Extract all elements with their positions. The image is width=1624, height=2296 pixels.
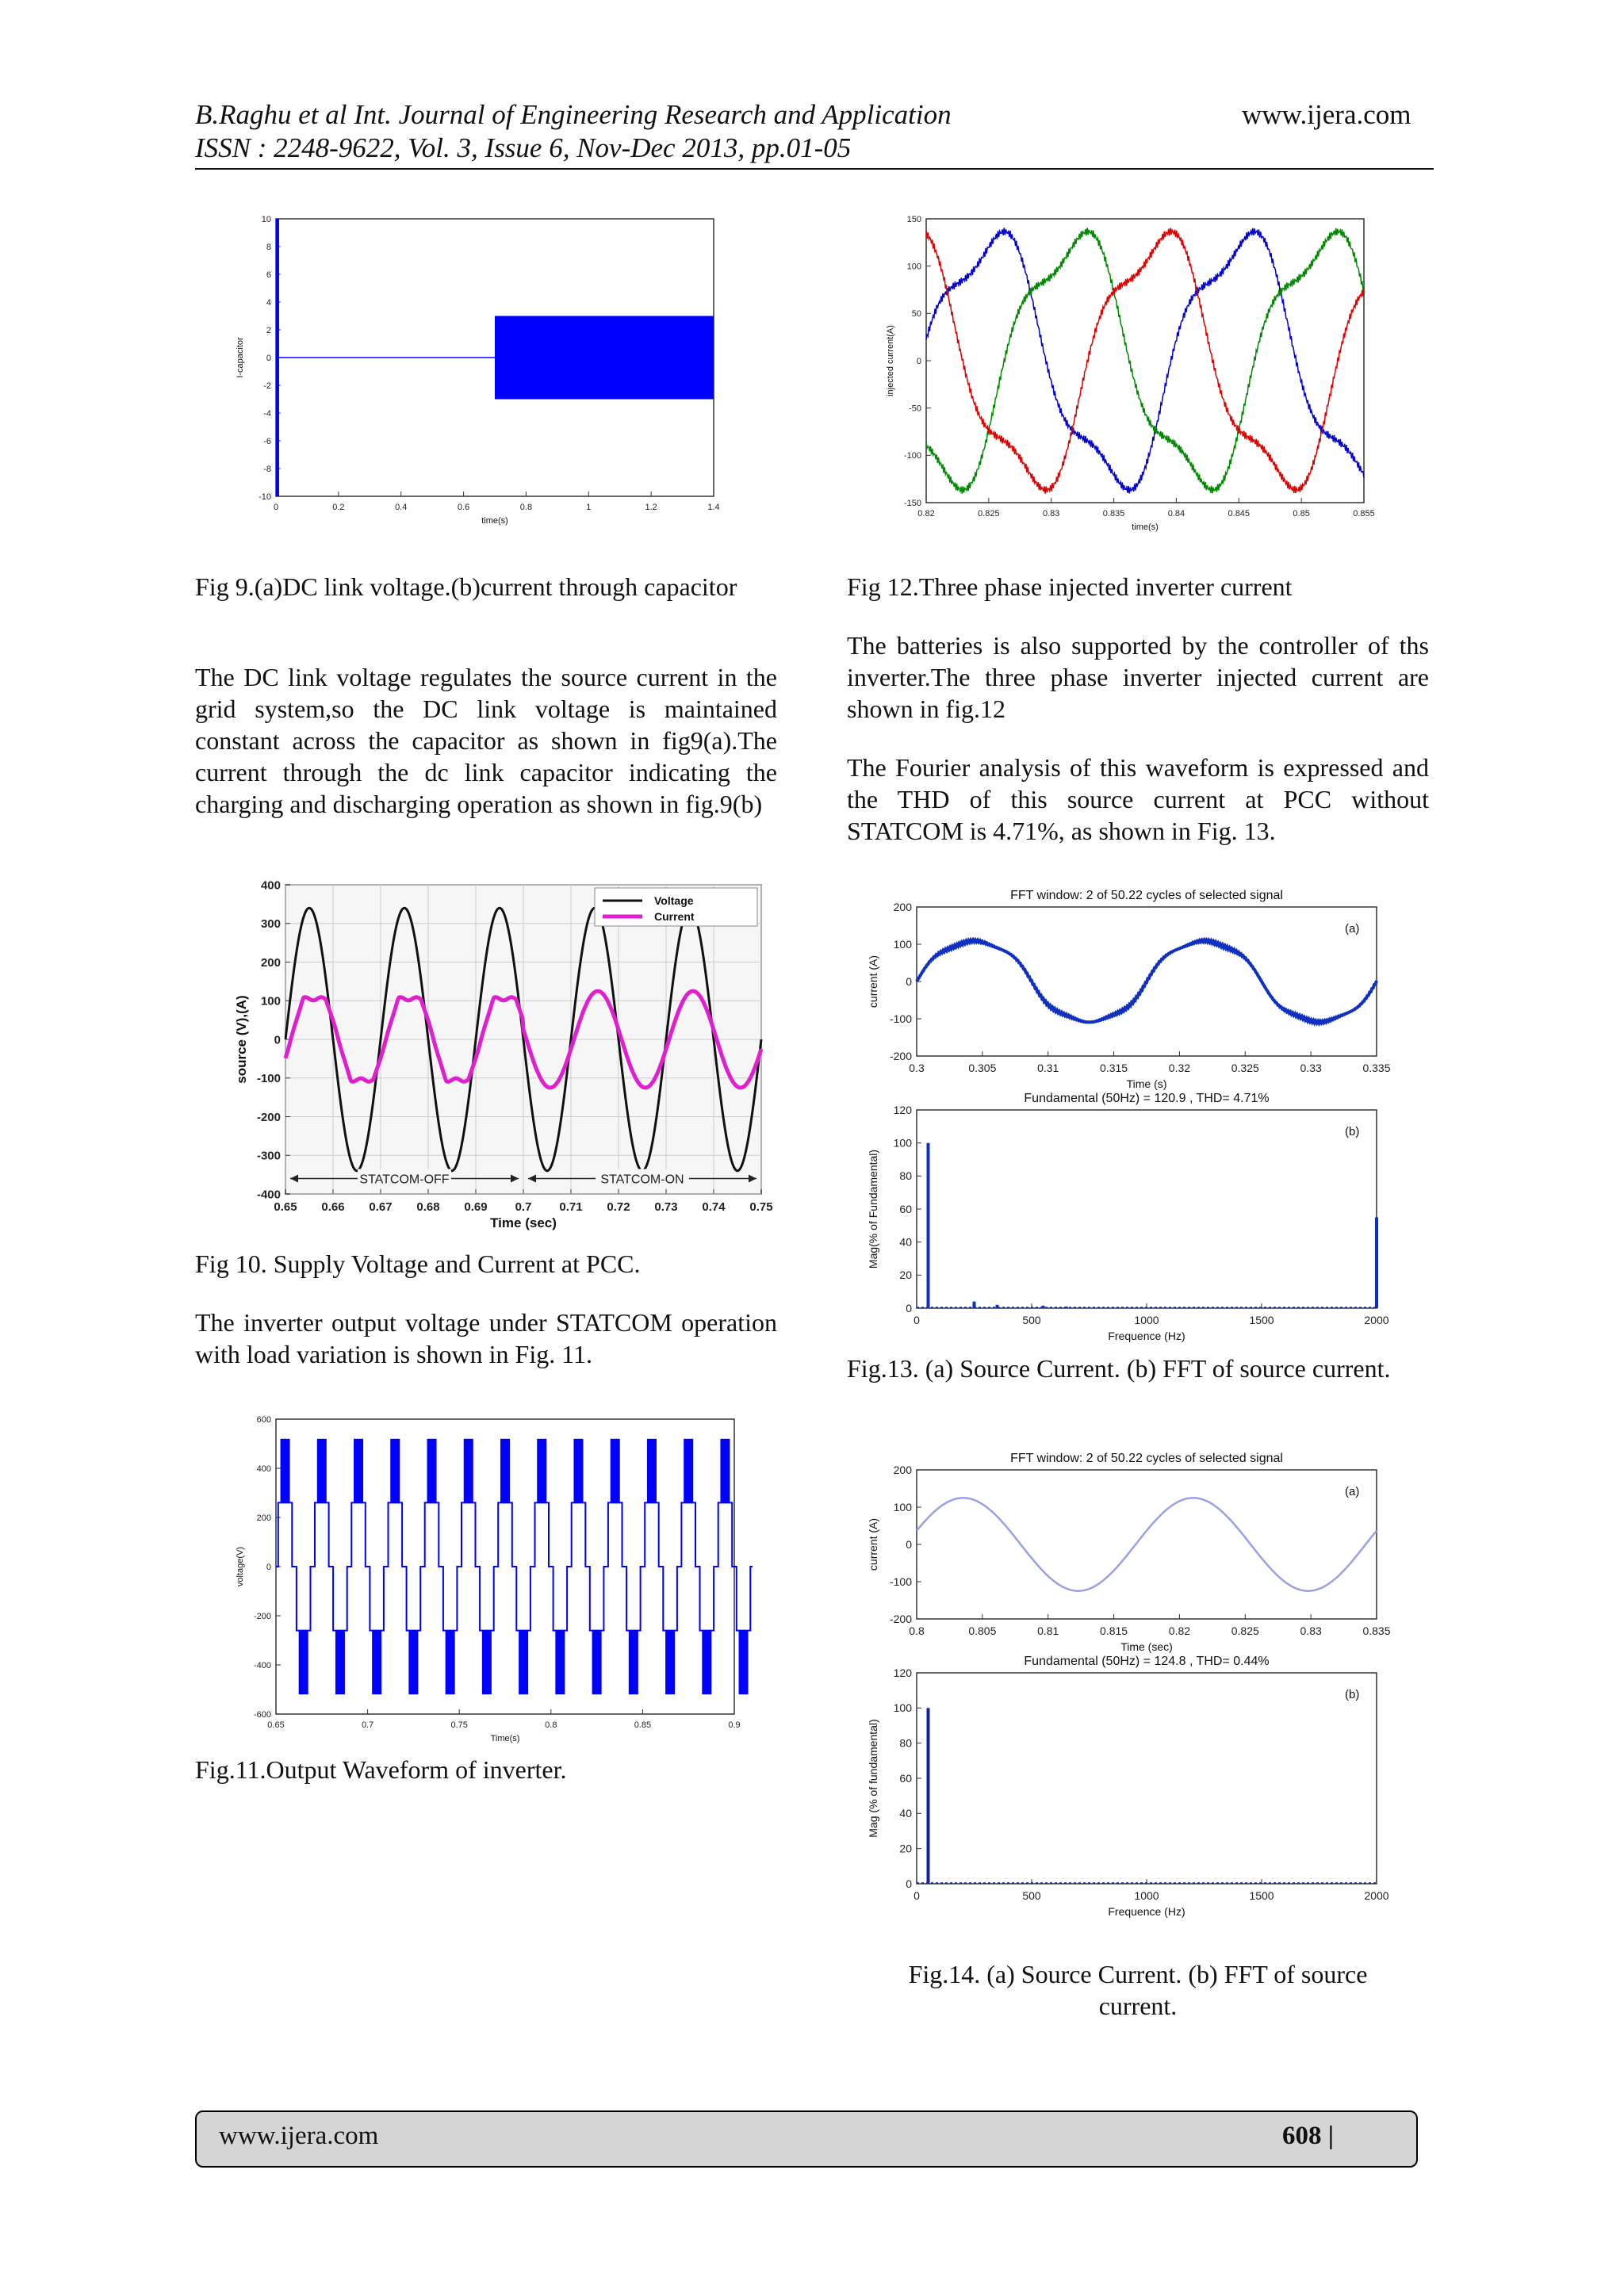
x-tick-label: 0.84 xyxy=(1167,509,1185,519)
y-tick-label: 100 xyxy=(260,994,281,1008)
panel-label: (a) xyxy=(1345,1485,1360,1498)
page-footer xyxy=(195,2110,1418,2168)
y-tick-label: 0 xyxy=(906,974,912,988)
fig13-caption: Fig.13. (a) Source Current. (b) FFT of source current. xyxy=(847,1354,1391,1383)
x-tick-label: 0.855 xyxy=(1353,509,1375,519)
startup-spike xyxy=(276,219,279,496)
plot-area xyxy=(917,1673,1377,1884)
x-tick-label: 0.845 xyxy=(1228,509,1251,519)
x-axis-label: Frequence (Hz) xyxy=(1108,1330,1185,1342)
x-tick-label: 500 xyxy=(1022,1889,1041,1902)
y-tick-label: 10 xyxy=(261,214,271,224)
x-tick-label: 1 xyxy=(586,503,592,512)
pwm-block xyxy=(665,1631,675,1695)
pwm-block xyxy=(408,1631,418,1695)
x-tick-label: 0.31 xyxy=(1037,1062,1059,1074)
fig11-caption: Fig.11.Output Waveform of inverter. xyxy=(195,1755,567,1784)
harmonic-bar xyxy=(927,1143,930,1308)
x-tick-label: 2000 xyxy=(1364,1314,1389,1326)
y-tick-label: 20 xyxy=(899,1842,912,1855)
y-tick-label: 100 xyxy=(893,1136,912,1150)
panel-label: (b) xyxy=(1345,1125,1360,1138)
x-tick-label: 0.67 xyxy=(369,1200,393,1214)
y-axis-label: Mag(% of Fundamental) xyxy=(867,1149,879,1269)
x-tick-label: 2000 xyxy=(1364,1889,1389,1902)
pwm-block xyxy=(555,1631,565,1695)
x-tick-label: 0.805 xyxy=(968,1624,997,1637)
pwm-block xyxy=(464,1439,473,1503)
pwm-block xyxy=(317,1439,327,1503)
y-tick-label: -50 xyxy=(909,404,921,414)
plot-area xyxy=(917,1110,1377,1308)
pwm-block xyxy=(592,1631,602,1695)
x-tick-label: 0.68 xyxy=(416,1200,440,1214)
x-axis-label: time(s) xyxy=(1132,522,1159,532)
fig14b-fft-chart xyxy=(864,1649,1389,1934)
pwm-block xyxy=(611,1439,620,1503)
issn-line: ISSN : 2248-9622, Vol. 3, Issue 6, Nov-Dec 2013, pp.01-05 xyxy=(195,132,852,163)
x-tick-label: 0.71 xyxy=(559,1200,583,1214)
harmonic-bar xyxy=(973,1302,976,1308)
fig12-caption: Fig 12.Three phase injected inverter current xyxy=(847,572,1293,601)
x-axis-label: Time (sec) xyxy=(1120,1640,1173,1653)
fig13a-source-current-chart xyxy=(864,878,1396,1090)
x-tick-label: 0.825 xyxy=(978,509,1000,519)
x-tick-label: 0.65 xyxy=(274,1200,297,1214)
y-tick-label: -200 xyxy=(889,1612,912,1625)
y-tick-label: 40 xyxy=(899,1235,912,1249)
y-tick-label: 0 xyxy=(266,1562,271,1572)
pwm-block xyxy=(446,1631,455,1695)
pwm-block xyxy=(519,1631,528,1695)
y-tick-label: -6 xyxy=(263,436,271,446)
chart-title: Fundamental (50Hz) = 120.9 , THD= 4.71% xyxy=(1024,1092,1270,1105)
y-tick-label: 60 xyxy=(899,1771,912,1785)
y-tick-label: -10 xyxy=(259,492,271,502)
x-tick-label: 1500 xyxy=(1249,1314,1274,1326)
x-tick-label: 0.85 xyxy=(1293,509,1310,519)
y-tick-label: -100 xyxy=(256,1072,281,1085)
statcom-off-label: STATCOM-OFF xyxy=(359,1173,450,1187)
x-tick-label: 0.3 xyxy=(909,1062,925,1074)
pwm-block xyxy=(372,1631,381,1695)
right-paragraph-1: The batteries is also supported by the controller of ths inverter.The three phase inverter injected current are shown in fig.12 xyxy=(847,631,1429,723)
y-axis-label: injected current(A) xyxy=(886,325,895,396)
y-tick-label: -100 xyxy=(889,1575,912,1588)
y-tick-label: -100 xyxy=(903,451,921,461)
y-tick-label: 400 xyxy=(260,878,281,893)
x-tick-label: 0.6 xyxy=(457,503,470,512)
y-tick-label: 0 xyxy=(274,1033,281,1047)
y-tick-label: -600 xyxy=(253,1709,271,1720)
chart-title: FFT window: 2 of 50.22 cycles of selected signal xyxy=(1010,1452,1283,1465)
pwm-block xyxy=(390,1439,400,1503)
pwm-block xyxy=(427,1439,437,1503)
x-tick-label: 0.9 xyxy=(728,1720,741,1730)
fig10-caption: Fig 10. Supply Voltage and Current at PCC. xyxy=(195,1249,641,1278)
left-paragraph-1: The DC link voltage regulates the source current in the grid system,so the DC link voltage is maintained constant across the capacitor as shown in fig9(a).The current through the dc link capacitor indicating the charging and discharging operation as shown in fig.9(b) xyxy=(195,663,777,818)
header-site-link[interactable]: www.ijera.com xyxy=(1242,99,1411,130)
y-tick-label: 200 xyxy=(893,900,912,913)
x-tick-label: 1000 xyxy=(1134,1889,1159,1902)
y-tick-label: 80 xyxy=(899,1169,912,1183)
y-tick-label: -150 xyxy=(903,498,921,508)
x-tick-label: 0 xyxy=(273,503,279,512)
pwm-block xyxy=(573,1439,583,1503)
x-tick-label: 0.305 xyxy=(968,1062,997,1074)
y-tick-label: -400 xyxy=(253,1660,271,1670)
y-tick-label: 40 xyxy=(899,1807,912,1820)
y-axis-label: Mag (% of fundamental) xyxy=(867,1719,879,1838)
y-tick-label: 200 xyxy=(893,1463,912,1476)
y-tick-label: 100 xyxy=(893,1500,912,1513)
y-tick-label: -2 xyxy=(263,381,271,391)
pwm-block xyxy=(720,1439,730,1503)
y-tick-label: 100 xyxy=(906,262,921,272)
y-tick-label: 100 xyxy=(893,1701,912,1715)
header-rule xyxy=(195,168,1434,170)
y-axis-label: current (A) xyxy=(867,955,879,1008)
y-tick-label: -100 xyxy=(889,1012,912,1025)
y-tick-label: 100 xyxy=(893,937,912,951)
x-tick-label: 0.8 xyxy=(545,1720,557,1730)
pwm-block xyxy=(299,1631,308,1695)
pwm-block xyxy=(629,1631,638,1695)
pwm-block xyxy=(702,1631,711,1695)
y-tick-label: 80 xyxy=(899,1736,912,1750)
x-tick-label: 1.4 xyxy=(707,503,720,512)
x-axis-label: Time (sec) xyxy=(490,1215,557,1230)
y-tick-label: 120 xyxy=(893,1666,912,1679)
y-tick-label: 150 xyxy=(906,214,921,224)
y-tick-label: -200 xyxy=(253,1611,271,1621)
fig10-supply-voltage-current-chart xyxy=(230,878,785,1251)
plot-area xyxy=(917,1470,1377,1619)
y-tick-label: -400 xyxy=(256,1188,281,1202)
x-tick-label: 0.82 xyxy=(1168,1624,1191,1637)
pwm-block xyxy=(537,1439,546,1503)
fig11-inverter-output-chart xyxy=(230,1413,753,1746)
plot-area xyxy=(926,219,1364,503)
journal-citation-line: B.Raghu et al Int. Journal of Engineering Research and Application xyxy=(195,99,952,130)
x-tick-label: 0.4 xyxy=(395,503,408,512)
y-tick-label: 300 xyxy=(260,917,281,931)
x-tick-label: 0 xyxy=(914,1314,920,1326)
x-axis-label: Time (s) xyxy=(1126,1077,1167,1090)
y-tick-label: 8 xyxy=(266,242,271,252)
y-tick-label: 6 xyxy=(266,270,271,280)
y-tick-label: 0 xyxy=(906,1877,912,1890)
pwm-block xyxy=(739,1631,749,1695)
x-tick-label: 0.65 xyxy=(267,1720,285,1730)
x-tick-label: 0.81 xyxy=(1037,1624,1059,1637)
pwm-block xyxy=(335,1631,345,1695)
x-tick-label: 0.7 xyxy=(361,1720,374,1730)
pwm-block xyxy=(684,1439,693,1503)
x-tick-label: 0.815 xyxy=(1100,1624,1128,1637)
y-tick-label: 0 xyxy=(906,1537,912,1551)
fig9-capacitor-current-chart xyxy=(230,212,737,530)
legend-current-label: Current xyxy=(654,910,695,923)
pwm-block xyxy=(500,1439,510,1503)
harmonic-bar xyxy=(996,1305,999,1308)
fig12-injected-current-chart xyxy=(880,212,1388,530)
x-tick-label: 500 xyxy=(1022,1314,1041,1326)
y-tick-label: -200 xyxy=(256,1110,281,1124)
y-tick-label: 4 xyxy=(266,297,271,308)
x-tick-label: 0.83 xyxy=(1043,509,1060,519)
fig14-caption: Fig.14. (a) Source Current. (b) FFT of source current. xyxy=(908,1960,1368,2020)
footer-site-link[interactable]: www.ijera.com xyxy=(219,2122,379,2150)
y-tick-label: 400 xyxy=(256,1464,271,1474)
x-tick-label: 0.32 xyxy=(1168,1062,1191,1074)
harmonic-bar xyxy=(1065,1307,1068,1308)
x-tick-label: 0.83 xyxy=(1300,1624,1322,1637)
x-tick-label: 1.2 xyxy=(645,503,657,512)
fig14a-source-current-chart xyxy=(864,1441,1391,1653)
x-axis-label: time(s) xyxy=(481,516,508,526)
x-tick-label: 1500 xyxy=(1249,1889,1274,1902)
panel-label: (a) xyxy=(1345,922,1360,936)
y-tick-label: 2 xyxy=(266,325,271,335)
right-paragraph-2: The Fourier analysis of this waveform is expressed and the THD of this source current at PCC without STATCOM is 4.71%, as shown in Fig. 13. xyxy=(847,753,1429,845)
chart-title: Fundamental (50Hz) = 124.8 , THD= 0.44% xyxy=(1024,1655,1270,1668)
pwm-block xyxy=(482,1631,492,1695)
pwm-block xyxy=(354,1439,363,1503)
x-tick-label: 0 xyxy=(914,1889,920,1902)
x-tick-label: 1000 xyxy=(1134,1314,1159,1326)
left-paragraph-2: The inverter output voltage under STATCOM operation with load variation is shown in Fig. 11. xyxy=(195,1308,777,1368)
x-tick-label: 0.8 xyxy=(519,503,533,512)
pwm-block xyxy=(281,1439,290,1503)
y-tick-label: -300 xyxy=(256,1149,281,1163)
x-tick-label: 0.74 xyxy=(702,1200,726,1214)
y-tick-label: 20 xyxy=(899,1269,912,1282)
x-tick-label: 0.66 xyxy=(321,1200,345,1214)
x-tick-label: 0.75 xyxy=(749,1200,773,1214)
page-number: 608 | xyxy=(1281,2122,1334,2150)
x-tick-label: 0.315 xyxy=(1100,1062,1128,1074)
y-tick-label: -200 xyxy=(889,1049,912,1062)
y-tick-label: 0 xyxy=(266,353,271,363)
x-tick-label: 0.73 xyxy=(654,1200,678,1214)
panel-label: (b) xyxy=(1345,1688,1360,1701)
pwm-block xyxy=(647,1439,657,1503)
x-tick-label: 0.33 xyxy=(1300,1062,1322,1074)
x-axis-label: Time(s) xyxy=(490,1734,520,1743)
legend-voltage-label: Voltage xyxy=(654,894,694,907)
x-tick-label: 0.8 xyxy=(909,1624,925,1637)
x-tick-label: 0.72 xyxy=(607,1200,630,1214)
x-tick-label: 0.2 xyxy=(332,503,345,512)
y-tick-label: 0 xyxy=(916,356,921,366)
ripple-band xyxy=(495,316,714,400)
harmonic-bar xyxy=(927,1708,930,1884)
x-tick-label: 0.69 xyxy=(464,1200,488,1214)
x-tick-label: 0.325 xyxy=(1231,1062,1259,1074)
y-axis-label: I-capacitor xyxy=(236,337,245,378)
chart-title: FFT window: 2 of 50.22 cycles of selected signal xyxy=(1010,889,1283,902)
y-tick-label: 0 xyxy=(906,1301,912,1314)
statcom-on-label: STATCOM-ON xyxy=(600,1173,684,1187)
harmonic-bar xyxy=(1375,1217,1378,1308)
y-tick-label: 600 xyxy=(256,1414,271,1425)
x-tick-label: 0.75 xyxy=(450,1720,468,1730)
x-tick-label: 0.835 xyxy=(1362,1624,1391,1637)
x-tick-label: 0.7 xyxy=(515,1200,532,1214)
x-tick-label: 0.835 xyxy=(1102,509,1125,519)
x-tick-label: 0.335 xyxy=(1362,1062,1391,1074)
y-tick-label: -8 xyxy=(263,464,271,474)
y-tick-label: 200 xyxy=(256,1513,271,1523)
x-axis-label: Frequence (Hz) xyxy=(1108,1905,1185,1918)
x-tick-label: 0.85 xyxy=(634,1720,652,1730)
x-tick-label: 0.82 xyxy=(917,509,935,519)
y-tick-label: 200 xyxy=(260,955,281,970)
y-tick-label: -4 xyxy=(263,408,271,419)
y-axis-label: source (V),(A) xyxy=(234,995,249,1084)
y-axis-label: voltage(V) xyxy=(236,1546,245,1587)
y-tick-label: 120 xyxy=(893,1103,912,1116)
y-tick-label: 50 xyxy=(911,309,921,320)
fig13b-fft-chart xyxy=(864,1086,1396,1348)
x-tick-label: 0.825 xyxy=(1231,1624,1259,1637)
y-tick-label: 60 xyxy=(899,1202,912,1215)
harmonic-bar xyxy=(1042,1306,1045,1308)
y-axis-label: current (A) xyxy=(867,1517,879,1571)
fig9-caption: Fig 9.(a)DC link voltage.(b)current through capacitor xyxy=(195,572,737,601)
